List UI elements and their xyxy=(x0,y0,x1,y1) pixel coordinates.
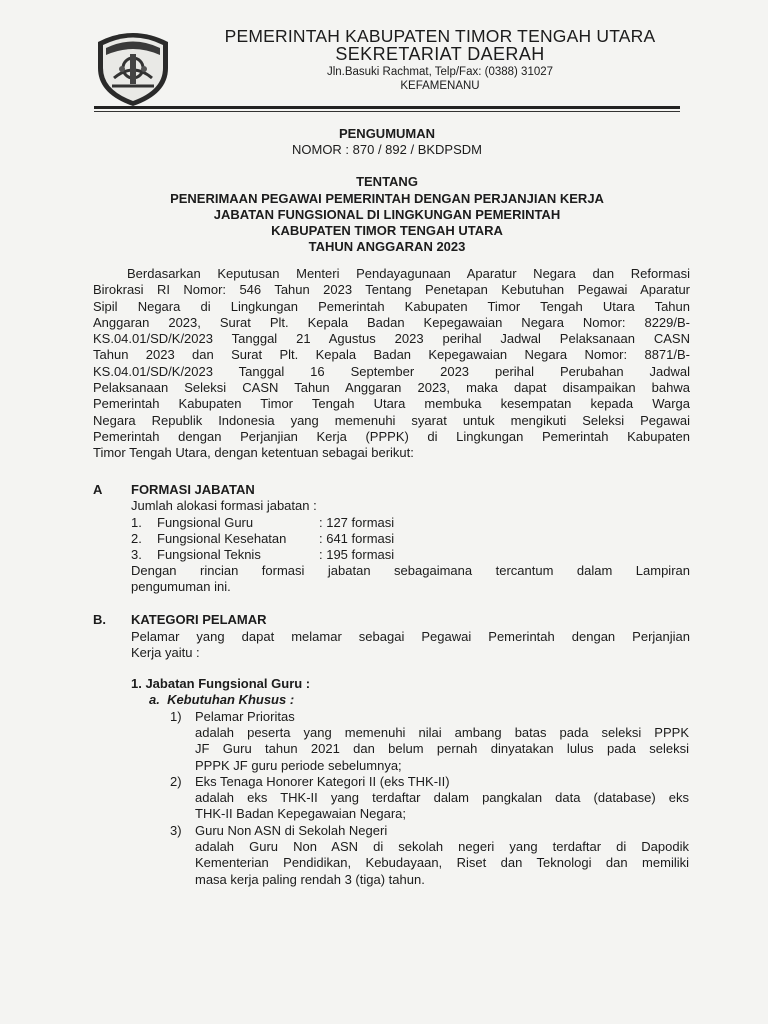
lead-line: Kerja yaitu : xyxy=(131,645,200,661)
section-b-lead xyxy=(131,629,690,662)
letterhead-government: PEMERINTAH KABUPATEN TIMOR TENGAH UTARA xyxy=(224,26,656,46)
section-b-title: KATEGORI PELAMAR xyxy=(131,612,267,627)
list-item-number: 2. xyxy=(131,531,142,546)
note-line: Dengan rincian formasi jabatan sebagaimana tercantum dalam Lampiran xyxy=(131,563,690,578)
entry-label: Eks Tenaga Honorer Kategori II (eks THK-II) xyxy=(195,774,450,789)
entry-line: JF Guru tahun 2021 dan belum pernah dinyatakan lulus pada seleksi xyxy=(195,741,689,757)
intro-line: Pemerintah Kabupaten Timor Tengah Utara membuka kesempatan kepada Warga xyxy=(93,396,690,412)
letterhead-city: KEFAMENANU xyxy=(400,80,480,92)
list-item-name: Fungsional Teknis xyxy=(157,547,261,562)
announcement-number: NOMOR : 870 / 892 / BKDPSDM xyxy=(291,142,482,157)
list-item-name: Fungsional Kesehatan xyxy=(157,531,287,546)
entry-line: adalah eks THK-II yang terdaftar dalam pangkalan data (database) eks xyxy=(195,790,689,805)
regency-emblem-icon xyxy=(92,24,174,108)
subject-line: JABATAN FUNGSIONAL DI LINGKUNGAN PEMERINTAH xyxy=(213,207,561,222)
about-label: TENTANG xyxy=(356,174,418,189)
list-item-number: 1. xyxy=(131,515,142,530)
list-item-count: : 641 formasi xyxy=(319,531,395,546)
intro-line: Birokrasi RI Nomor: 546 Tahun 2023 Tentang Penetapan Kebutuhan Pegawai Aparatur xyxy=(93,282,690,298)
intro-line: Sipil Negara di Lingkungan Pemerintah Kabupaten Timor Tengah Utara Tahun xyxy=(93,298,690,314)
letterhead-rule-thin xyxy=(94,111,680,112)
section-a-letter: A xyxy=(93,482,103,497)
entry-line: PPPK JF guru periode sebelumnya; xyxy=(195,757,402,773)
entry-number: 1) xyxy=(170,709,182,724)
list-item-number: 3. xyxy=(131,547,142,562)
entry-line: Kementerian Pendidikan, Kebudayaan, Riset dan Teknologi dan memiliki xyxy=(195,855,689,871)
intro-line: KS.04.01/SD/K/2023 Tanggal 21 Agustus 2023 perihal Jadwal Pelaksanaan CASN xyxy=(93,331,690,347)
intro-line: Tahun 2023 dan Surat Plt. Kepala Badan Kepegawaian Negara Nomor: 8871/B- xyxy=(93,347,690,363)
letterhead-rule-thick xyxy=(94,106,680,109)
entry-description xyxy=(195,790,689,823)
note-line: pengumuman ini. xyxy=(131,579,231,595)
intro-line: Berdasarkan Keputusan Menteri Pendayagunaan Aparatur Negara dan Reformasi xyxy=(127,266,690,281)
entry-line: adalah Guru Non ASN di sekolah negeri yang terdaftar di Dapodik xyxy=(195,839,689,854)
list-item-name: Fungsional Guru xyxy=(157,515,254,530)
subgroup-title: a. Kebutuhan Khusus : xyxy=(149,692,295,707)
entry-description xyxy=(195,839,689,888)
intro-line: Timor Tengah Utara, dengan ketentuan sebagai berikut: xyxy=(93,445,414,461)
section-b-letter: B. xyxy=(93,612,106,627)
section-a-lead: Jumlah alokasi formasi jabatan : xyxy=(131,498,317,513)
entry-line: masa kerja paling rendah 3 (tiga) tahun. xyxy=(195,871,425,887)
intro-paragraph xyxy=(93,266,690,462)
list-item xyxy=(131,515,394,530)
entry-line: adalah peserta yang memenuhi nilai ambang batas pada seleksi PPPK xyxy=(195,725,689,740)
list-item-count: : 127 formasi xyxy=(319,515,395,530)
entry-label: Pelamar Prioritas xyxy=(195,709,295,724)
letterhead-office: SEKRETARIAT DAERAH xyxy=(335,44,545,64)
intro-line: Pemerintah dengan Perjanjian Kerja (PPPK) di Lingkungan Pemerintah Kabupaten xyxy=(93,428,690,444)
entry-number: 3) xyxy=(170,823,182,838)
lead-line: Pelamar yang dapat melamar sebagai Pegawai Pemerintah dengan Perjanjian xyxy=(131,629,690,644)
section-a-title: FORMASI JABATAN xyxy=(131,482,255,497)
list-item xyxy=(131,547,394,562)
group-title: 1. Jabatan Fungsional Guru : xyxy=(131,676,311,691)
announcement-heading: PENGUMUMAN xyxy=(338,126,436,141)
intro-line: Pelaksanaan Seleksi CASN Tahun Anggaran 2023, maka dapat disampaikan bahwa xyxy=(93,380,690,396)
intro-line: KS.04.01/SD/K/2023 Tanggal 16 September 2023 perihal Perubahan Jadwal xyxy=(93,363,690,379)
section-a-note xyxy=(131,563,690,596)
entry-number: 2) xyxy=(170,774,182,789)
list-item-count: : 195 formasi xyxy=(319,547,395,562)
entry-description xyxy=(195,725,689,774)
intro-line: Anggaran 2023, Surat Plt. Kepala Badan Kepegawaian Negara Nomor: 8229/B- xyxy=(93,314,690,330)
entry-label: Guru Non ASN di Sekolah Negeri xyxy=(195,823,388,838)
subject-line: PENERIMAAN PEGAWAI PEMERINTAH DENGAN PERJANJIAN KERJA xyxy=(170,191,604,206)
letterhead-address: Jln.Basuki Rachmat, Telp/Fax: (0388) 31027 xyxy=(326,66,554,78)
entry-line: THK-II Badan Kepegawaian Negara; xyxy=(195,806,407,822)
subject-line: KABUPATEN TIMOR TENGAH UTARA xyxy=(271,223,503,238)
intro-line: Negara Republik Indonesia yang memenuhi syarat untuk mengikuti Seleksi Pegawai xyxy=(93,412,690,428)
list-item xyxy=(131,531,394,546)
subject-line: TAHUN ANGGARAN 2023 xyxy=(308,239,466,254)
